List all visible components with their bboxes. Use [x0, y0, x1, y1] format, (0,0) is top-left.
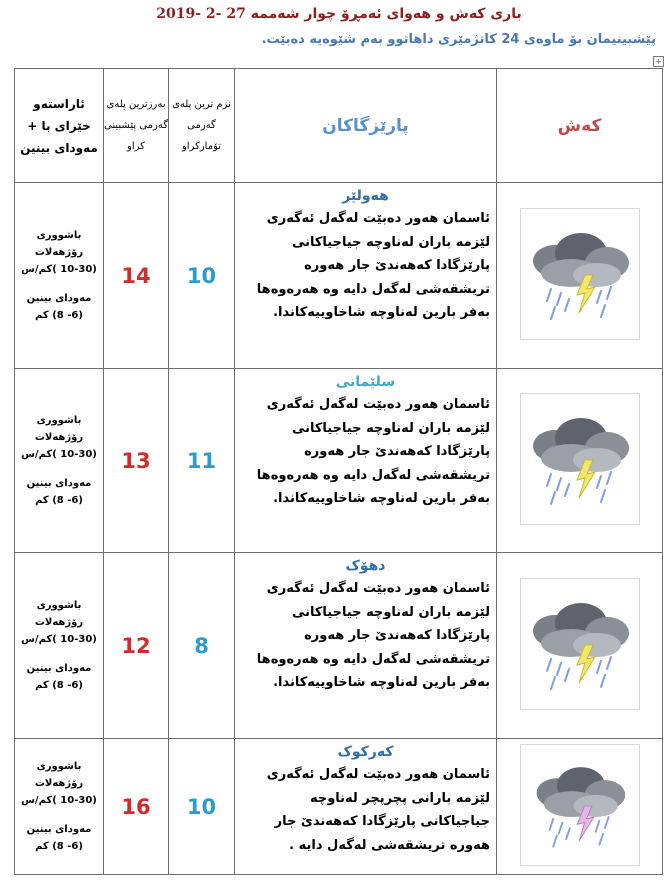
visibility-value: (6- 8) کم: [35, 495, 83, 506]
visibility-label: مەودای بینین: [26, 663, 92, 674]
cloud-thunder-rain-icon: [520, 744, 640, 866]
wind-speed: (10-30 )کم/س: [21, 795, 97, 806]
forecast-table: [14, 68, 663, 875]
wind-speed: (10-30 )کم/س: [21, 264, 97, 275]
governorate-name: کەرکوک: [337, 744, 394, 760]
min-temp: 10: [169, 739, 235, 875]
governorate-cell: [235, 739, 497, 875]
visibility-label: مەودای بینین: [26, 824, 92, 835]
weather-icon-cell: [497, 553, 663, 739]
header-min-temp: نزم ترین پلەی گەرمی تۆمارکراو: [169, 69, 235, 183]
min-temp: 10: [169, 183, 235, 369]
cloud-thunder-rain-icon-graphic: [521, 579, 639, 709]
wind-speed: (10-30 )کم/س: [21, 634, 97, 645]
cloud-thunder-rain-icon: [520, 578, 640, 710]
visibility-value: (6- 8) کم: [35, 841, 83, 852]
weather-description: ئاسمان هەور دەبێت لەگەل ئەگەری لێزمە باران لەناوچە جیاجیاکانی پارێزگادا کەهەندێ جار هەورە تریشقەشی لەگەل دایە وە هەرەوەها بەفر بارین لەناوچە شاخاوییەکاندا.: [256, 211, 490, 320]
title-text: باری کەش و هەوای ئەمڕۆ چوار شەممە: [250, 6, 522, 22]
min-temp: 11: [169, 369, 235, 553]
cloud-thunder-rain-icon-graphic: [521, 745, 639, 865]
governorate-name: هەولێر: [342, 188, 389, 204]
weather-description: ئاسمان هەور دەبێت لەگەل ئەگەری لێزمە باران لەناوچە جیاجیاکانی پارێزگادا کەهەندێ جار هەورە تریشقەشی لەگەل دایە وە هەرەوەها بەفر بارین لەناوچە شاخاوییەکاندا.: [256, 581, 490, 690]
max-temp: 14: [104, 183, 169, 369]
wind-cell: [15, 369, 104, 553]
table-row: [15, 369, 663, 553]
cloud-thunder-rain-icon-graphic: [521, 209, 639, 339]
weather-icon-cell: [497, 739, 663, 875]
max-temp: 13: [104, 369, 169, 553]
table-move-handle-icon[interactable]: +: [653, 56, 664, 67]
max-temp: 16: [104, 739, 169, 875]
wind-cell: [15, 739, 104, 875]
weather-icon-cell: [497, 183, 663, 369]
wind-direction: باشووری رۆژهەلات: [34, 761, 84, 789]
min-temp: 8: [169, 553, 235, 739]
wind-speed: (10-30 )کم/س: [21, 449, 97, 460]
governorate-name: سلێمانی: [335, 374, 396, 390]
visibility-value: (6- 8) کم: [35, 680, 83, 691]
header-governorates: پارێزگاکان: [235, 69, 497, 183]
wind-cell: [15, 183, 104, 369]
table-row: [15, 183, 663, 369]
wind-cell: [15, 553, 104, 739]
governorate-cell: [235, 553, 497, 739]
table-row: [15, 553, 663, 739]
weather-icon-cell: [497, 369, 663, 553]
cloud-thunder-rain-icon: [520, 393, 640, 525]
governorate-cell: [235, 369, 497, 553]
governorate-name: دهۆک: [345, 558, 386, 574]
wind-direction: باشووری رۆژهەلات: [34, 600, 84, 628]
governorate-cell: [235, 183, 497, 369]
max-temp: 12: [104, 553, 169, 739]
visibility-label: مەودای بینین: [26, 478, 92, 489]
wind-direction: باشووری رۆژهەلات: [34, 415, 84, 443]
weather-description: ئاسمان هەور دەبێت لەگەل ئەگەری لێزمە بارانی پچرپچر لەناوچە جیاجیاکانی پارێزگادا کەهەندێ جار هەورە تریشقەشی لەگەل دایە .: [266, 767, 490, 853]
title-date: 27 -2 -2019: [156, 6, 246, 22]
header-weather: کەش: [497, 69, 663, 183]
cloud-thunder-rain-icon: [520, 208, 640, 340]
wind-direction: باشووری رۆژهەلات: [34, 230, 84, 258]
visibility-label: مەودای بینین: [26, 293, 92, 304]
visibility-value: (6- 8) کم: [35, 310, 83, 321]
table-header-row: [15, 69, 663, 183]
header-wind: ئاراستەو خێرای با + مەودای بینین: [15, 69, 104, 183]
cloud-thunder-rain-icon-graphic: [521, 394, 639, 524]
page-subtitle: پێشبینیمان بۆ ماوەی 24 کاتژمێری داهاتوو بەم شێوەیە دەبێت.: [261, 32, 656, 47]
page-title: [0, 6, 670, 22]
header-max-temp: بەرزترین پلەی گەرمی پێشبینی کراو: [104, 69, 169, 183]
weather-description: ئاسمان هەور دەبێت لەگەل ئەگەری لێزمە باران لەناوچە جیاجیاکانی پارێزگادا کەهەندێ جار هەورە تریشقەشی لەگەل دایە وە هەرەوەها بەفر بارین لەناوچە شاخاوییەکاندا.: [256, 397, 490, 506]
table-row: [15, 739, 663, 875]
